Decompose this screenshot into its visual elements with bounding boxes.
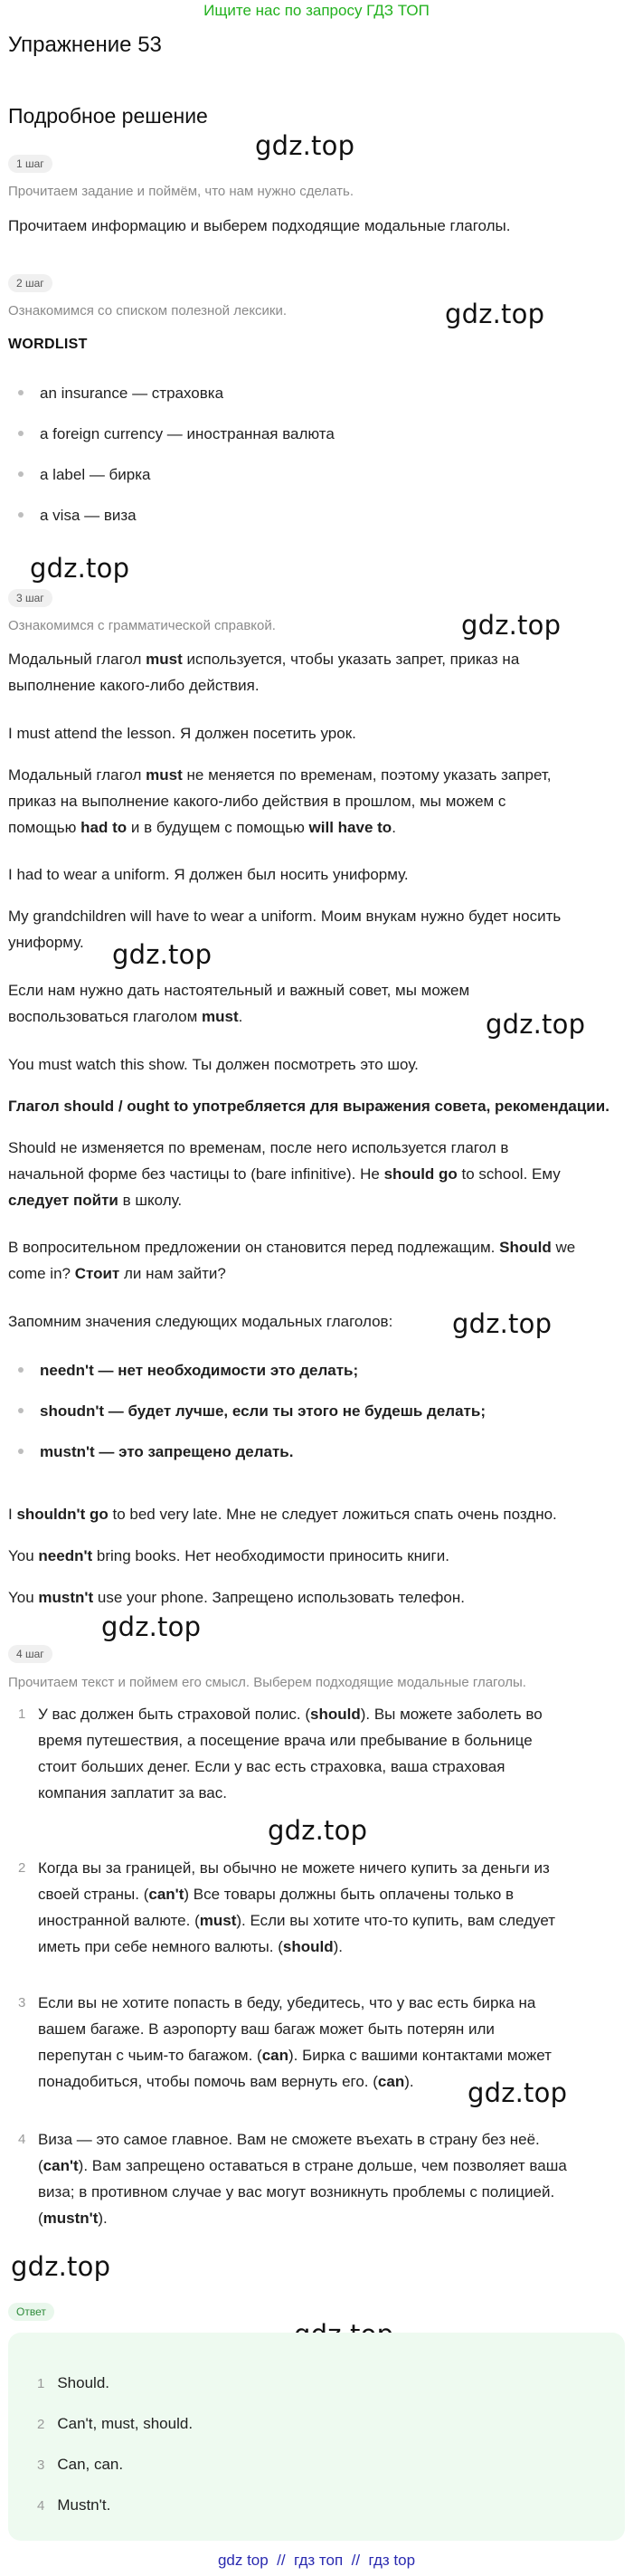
answer-item: 3 Can, can. bbox=[37, 2456, 124, 2473]
example-sentence: You mustn't use your phone. Запрещено использовать телефон. bbox=[8, 1589, 465, 1606]
grammar-paragraph: Запомним значения следующих модальных глаголов: bbox=[8, 1313, 393, 1330]
wordlist-item: an insurance — страховка bbox=[18, 385, 223, 403]
numbered-item: 3 Если вы не хотите попасть в беду, убедитесь, что у вас есть бирка на вашем багаже. В аэропорту ваш багаж может быть потерян или перепутан с чьим-то багажом. (can). Бирка с вашими контактами может понадобиться, чтобы помочь вам вернуть его. (can). bbox=[18, 1994, 552, 2090]
watermark: gdz.top bbox=[30, 553, 130, 584]
watermark: gdz.top bbox=[255, 130, 355, 161]
example-sentence: I shouldn't go to bed very late. Мне не следует ложиться спать очень поздно. bbox=[8, 1506, 557, 1523]
top-banner[interactable]: Ищите нас по запросу ГДЗ ТОП bbox=[203, 2, 430, 19]
watermark: gdz.top bbox=[112, 939, 213, 970]
watermark: gdz.top bbox=[452, 1308, 553, 1339]
watermark: gdz.top bbox=[486, 1009, 586, 1040]
watermark: gdz.top bbox=[468, 2077, 568, 2108]
bullet-icon bbox=[18, 390, 24, 395]
example-sentence: My grandchildren will have to wear a uniform. Моим внукам нужно будет носить униформу. bbox=[8, 908, 562, 951]
step-4-hint: Прочитаем текст и поймем его смысл. Выберем подходящие модальные глаголы. bbox=[8, 1675, 526, 1690]
watermark: gdz.top bbox=[101, 1611, 202, 1642]
wordlist-item: a foreign currency — иностранная валюта bbox=[18, 425, 335, 443]
example-sentence: You must watch this show. Ты должен посмотреть это шоу. bbox=[8, 1056, 419, 1073]
modal-meaning-item: mustn't — это запрещено делать. bbox=[18, 1443, 293, 1461]
numbered-item: 4 Виза — это самое главное. Вам не сможете въехать в страну без неё. (can't). Вам запрещено оставаться в стране дольше, чем позволяет ваша виза; в противном случае у вас могут возникнуть проблемы с полицией. (mustn't). bbox=[18, 2131, 567, 2227]
step-3-hint: Ознакомимся с грамматической справкой. bbox=[8, 618, 276, 633]
modal-meaning-item: shoudn't — будет лучше, если ты этого не будешь делать; bbox=[18, 1402, 486, 1421]
example-sentence: You needn't bring books. Нет необходимости приносить книги. bbox=[8, 1547, 449, 1564]
bullet-icon bbox=[18, 1367, 24, 1373]
watermark: gdz.top bbox=[445, 299, 545, 329]
numbered-item: 1 У вас должен быть страховой полис. (should). Вы можете заболеть во время путешествия, а посещение врача или пребывание в больнице стоит больших денег. Если у вас есть страховка, ваша страховая компания заплатит за вас. bbox=[18, 1706, 543, 1801]
step-2-badge: 2 шаг bbox=[8, 274, 52, 292]
bullet-icon bbox=[18, 1449, 24, 1454]
grammar-paragraph: В вопросительном предложении он становится перед подлежащим. Should we come in? Стоит ли нам зайти? bbox=[8, 1239, 576, 1282]
answer-badge: Ответ bbox=[8, 2303, 54, 2321]
step-1-hint: Прочитаем задание и поймём, что нам нужно сделать. bbox=[8, 184, 354, 199]
step-1-badge: 1 шаг bbox=[8, 155, 52, 173]
page-title: Упражнение 53 bbox=[8, 33, 162, 57]
answer-item: 1 Should. bbox=[37, 2374, 110, 2391]
wordlist-heading: WORDLIST bbox=[8, 337, 88, 352]
modal-meaning-item: needn't — нет необходимости это делать; bbox=[18, 1362, 358, 1380]
step-3-badge: 3 шаг bbox=[8, 589, 52, 607]
answer-item: 2 Can't, must, should. bbox=[37, 2415, 194, 2432]
example-sentence: I had to wear a uniform. Я должен был носить униформу. bbox=[8, 866, 409, 883]
step-4-badge: 4 шаг bbox=[8, 1645, 52, 1663]
bullet-icon bbox=[18, 471, 24, 477]
numbered-item: 2 Когда вы за границей, вы обычно не можете ничего купить за деньги из своей страны. (can't) Все товары должны быть оплачены только в иностранной валюте. (must). Если вы хотите что-то купить, вам следует иметь при себе немного валюты. (should). bbox=[18, 1859, 556, 1955]
grammar-paragraph: Should не изменяется по временам, после него используется глагол в начальной форме без частицы to (bare infinitive). He should go to school. Ему следует пойти в школу. bbox=[8, 1139, 561, 1209]
wordlist-item: a visa — виза bbox=[18, 507, 137, 525]
answer-item: 4 Mustn't. bbox=[37, 2496, 111, 2514]
watermark: gdz.top bbox=[461, 610, 562, 641]
grammar-paragraph: Модальный глагол must не меняется по временам, поэтому указать запрет, приказ на выполнение какого-либо действия в прошлом, мы можем с помощью had to и в будущем с помощью will have to. bbox=[8, 766, 552, 836]
step-1-text: Прочитаем информацию и выберем подходящие модальные глаголы. bbox=[8, 217, 511, 234]
section-subtitle: Подробное решение bbox=[8, 104, 208, 128]
bullet-icon bbox=[18, 431, 24, 436]
grammar-rule: Глагол should / ought to употребляется для выражения совета, рекомендации. bbox=[8, 1098, 609, 1115]
watermark: gdz.top bbox=[268, 1815, 368, 1846]
example-sentence: I must attend the lesson. Я должен посетить урок. bbox=[8, 725, 356, 742]
grammar-paragraph: Модальный глагол must используется, чтобы указать запрет, приказ на выполнение какого-либо действия. bbox=[8, 651, 520, 694]
step-2-hint: Ознакомимся со списком полезной лексики. bbox=[8, 303, 288, 318]
bullet-icon bbox=[18, 1408, 24, 1413]
watermark: gdz.top bbox=[11, 2251, 111, 2282]
footer-links[interactable]: gdz top // гдз топ // гдз top bbox=[217, 2552, 416, 2569]
bullet-icon bbox=[18, 512, 24, 518]
grammar-paragraph: Если нам нужно дать настоятельный и важный совет, мы можем воспользоваться глаголом must. bbox=[8, 982, 470, 1025]
wordlist-item: a label — бирка bbox=[18, 466, 151, 484]
